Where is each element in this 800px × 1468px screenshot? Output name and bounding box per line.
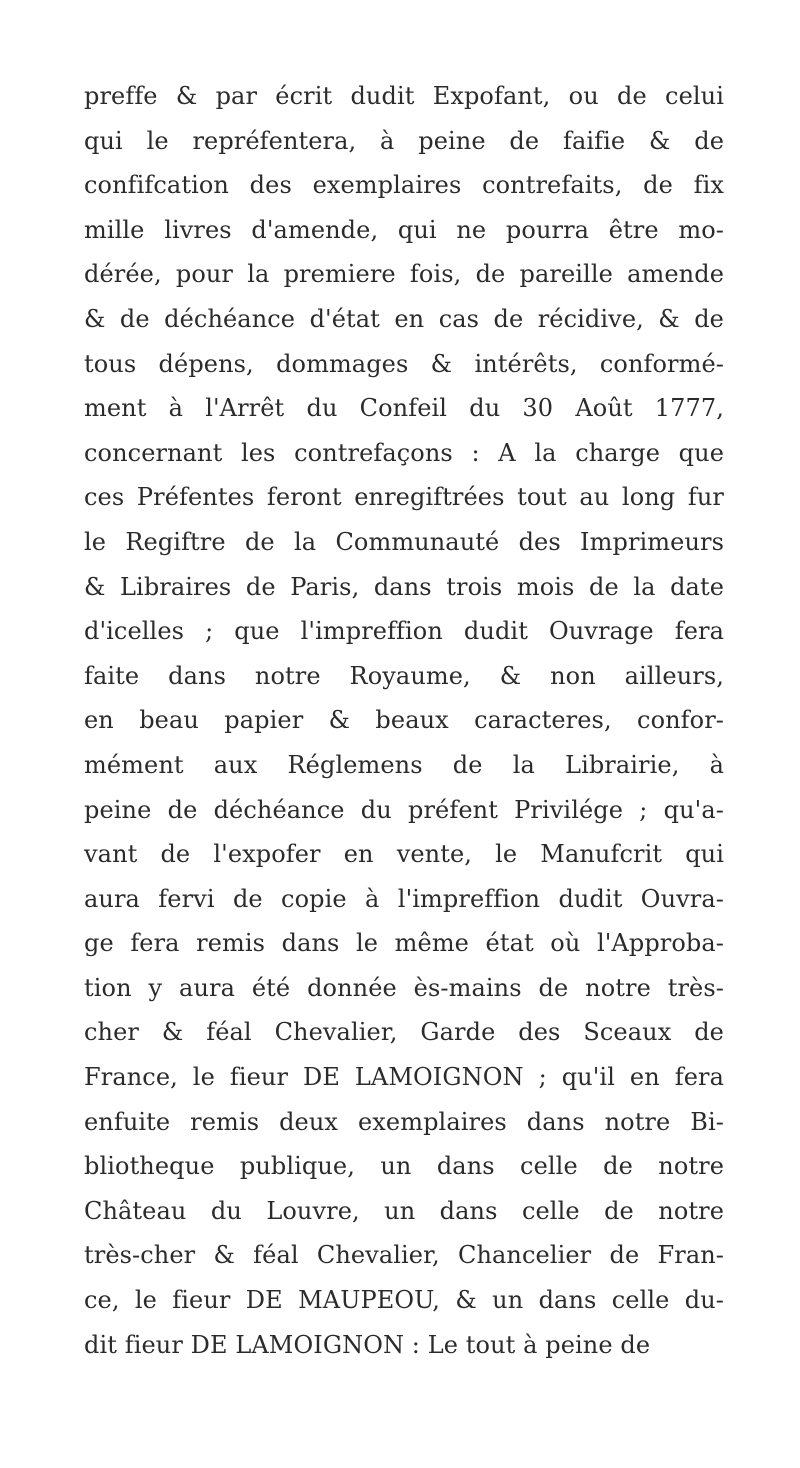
text-line: tous dépens, dommages & intérêts, conformé- [84,349,724,378]
text-line: dit fieur DE LAMOIGNON : Le tout à peine de [84,1330,651,1359]
text-line: cher & féal Chevalier, Garde des Sceaux de [84,1018,724,1047]
text-line: en beau papier & beaux caracteres, confor- [84,706,724,735]
text-line: Château du Louvre, un dans celle de notre [84,1196,724,1225]
text-line: & de déchéance d'état en cas de récidive, & de [84,304,724,333]
text-line: mément aux Réglemens de la Librairie, à [84,750,724,779]
text-line: ge fera remis dans le même état où l'Approba- [84,929,724,958]
text-line: confifcation des exemplaires contrefaits, de fix [84,171,724,200]
text-line: peine de déchéance du préfent Privilége ; qu'a- [84,795,724,824]
text-line: France, le fieur DE LAMOIGNON ; qu'il en fera [84,1063,724,1092]
text-line: concernant les contrefaçons : A la charge que [84,438,724,467]
text-line: faite dans notre Royaume, & non ailleurs, [84,661,724,690]
text-line: le Regiftre de la Communauté des Imprimeurs [84,527,724,556]
text-line: dérée, pour la premiere fois, de pareille amende [84,260,724,289]
text-line: mille livres d'amende, qui ne pourra être mo- [84,215,724,244]
text-line: ment à l'Arrêt du Confeil du 30 Août 1777, [84,394,724,423]
text-line: bliotheque publique, un dans celle de notre [84,1152,724,1181]
text-line: qui le repréfentera, à peine de faifie & de [84,126,724,155]
text-line: tion y aura été donnée ès-mains de notre très- [84,973,724,1002]
text-line: très-cher & féal Chevalier, Chancelier de Fran- [84,1241,724,1270]
text-line: ce, le fieur DE MAUPEOU, & un dans celle du- [84,1286,724,1315]
text-line: enfuite remis deux exemplaires dans notre Bi- [84,1107,724,1136]
text-line: d'icelles ; que l'impreffion dudit Ouvrage fera [84,617,724,646]
text-line: aura fervi de copie à l'impreffion dudit Ouvra- [84,884,724,913]
text-line: ces Préfentes feront enregiftrées tout au long fur [84,483,724,512]
text-line: vant de l'expofer en vente, le Manufcrit qui [84,840,724,869]
text-line: & Libraires de Paris, dans trois mois de la date [84,572,724,601]
text-line: preffe & par écrit dudit Expofant, ou de celui [84,82,724,110]
body-text [84,74,724,1367]
